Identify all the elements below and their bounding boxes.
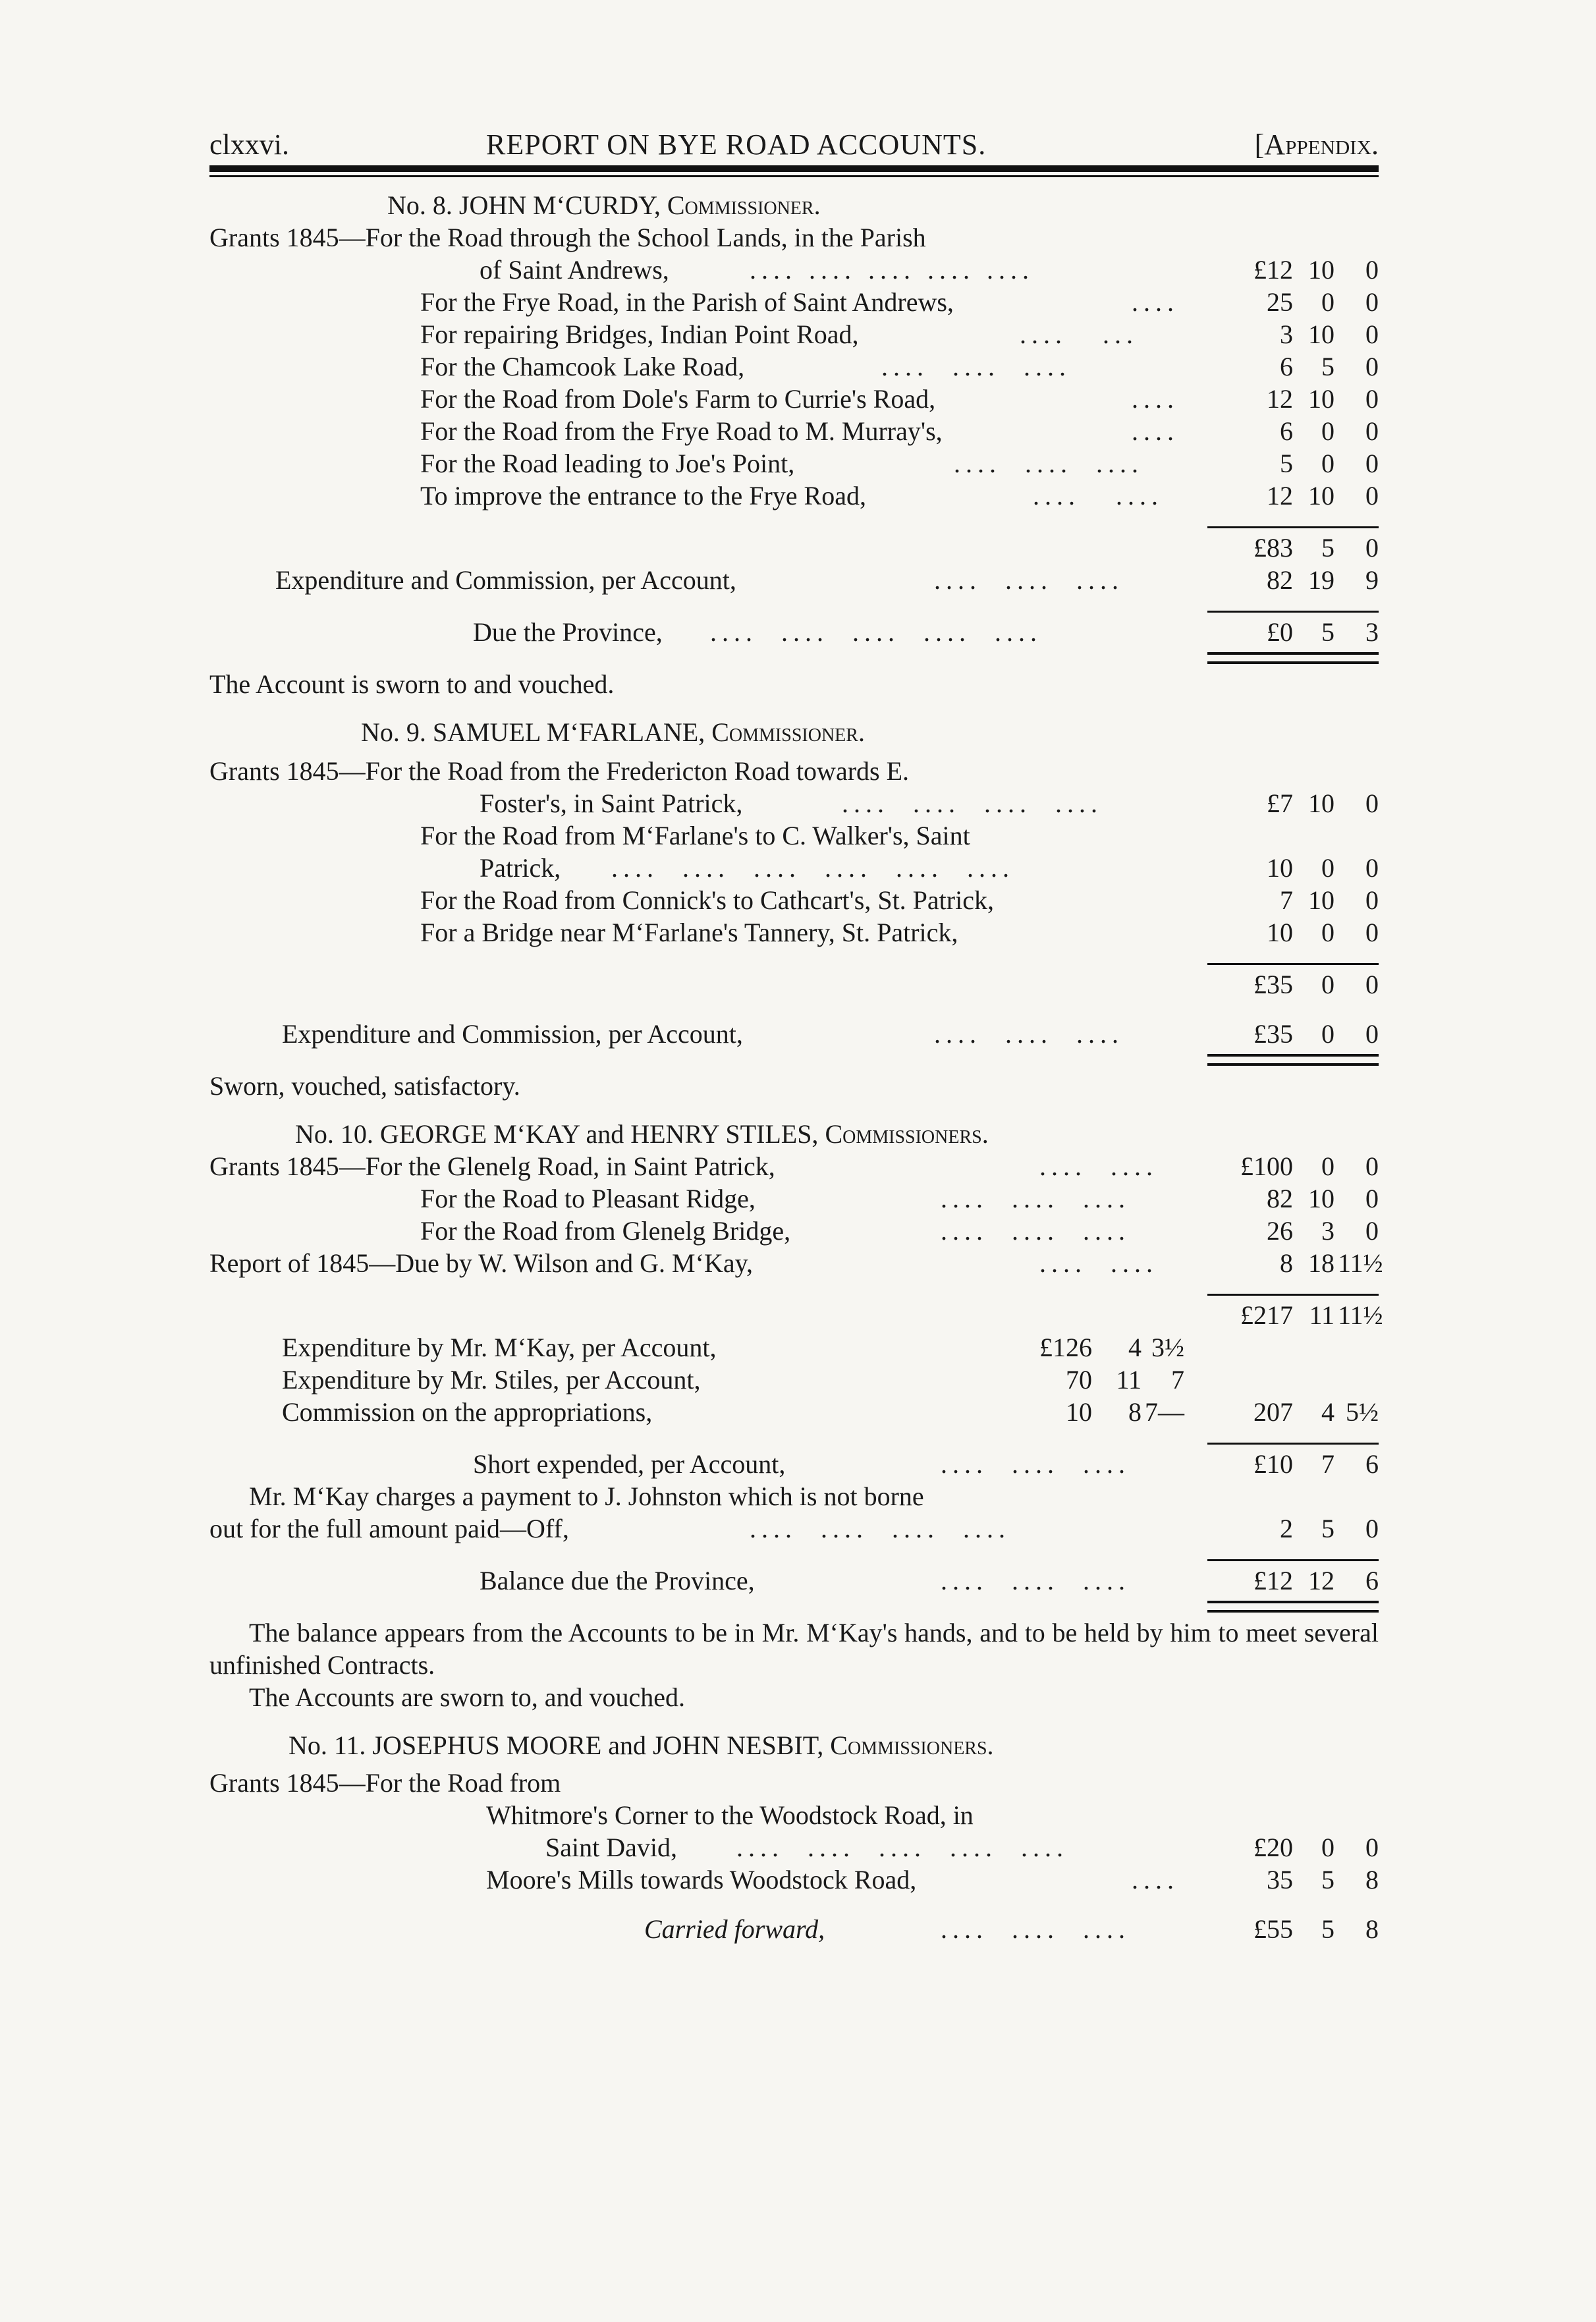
grant-line: Whitmore's Corner to the Woodstock Road, in [486,1800,974,1830]
expenditure-line: Expenditure by Mr. M‘Kay, per Account, £126 4 3½ [282,1333,1184,1362]
grant-line: Grants 1845—For the Glenelg Road, in Saint Patrick, .... .... £100 0 0 [209,1151,1379,1181]
total-line: £35 0 0 [1253,970,1379,999]
grant-line: Moore's Mills towards Woodstock Road, .... 35 5 8 [486,1865,1379,1894]
grant-line: Report of 1845—Due by W. Wilson and G. M‘Kay, .... .... 8 18 11½ [209,1248,1383,1278]
carried-forward-line: Carried forward, .... .... .... £55 5 8 [644,1914,1379,1944]
grant-line: For the Frye Road, in the Parish of Saint Andrews, .... 25 0 0 [420,287,1379,317]
grant-line: Patrick, .... .... .... .... .... .... 10 0 0 [480,853,1379,883]
grant-line: For the Road from Connick's to Cathcart's, St. Patrick, 7 10 0 [420,885,1379,915]
section-10-title: No. 10. GEORGE M‘KAY and HENRY STILES, Commissioners. [295,1119,989,1149]
grant-line: Grants 1845—For the Road through the School Lands, in the Parish [209,223,926,252]
section-note: The Accounts are sworn to, and vouched. [249,1682,686,1712]
grant-line: For the Road from the Frye Road to M. Murray's, .... 6 0 0 [420,416,1379,446]
section-11-title: No. 11. JOSEPHUS MOORE and JOHN NESBIT, Commissioners. [289,1730,994,1760]
balance-line: Balance due the Province, .... .... .... £12 12 6 [480,1566,1379,1595]
grant-line: For the Road leading to Joe's Point, .... .... .... 5 0 0 [420,449,1379,478]
expenditure-line: Expenditure and Commission, per Account, .... .... .... 82 19 9 [275,565,1379,595]
section-note: The Account is sworn to and vouched. [209,669,615,699]
header-rule-thin [209,175,1379,177]
grant-line: For the Road from Glenelg Bridge, .... .... .... 26 3 0 [420,1216,1379,1246]
page-number: clxxvi. [209,128,289,161]
section-note: Sworn, vouched, satisfactory. [209,1071,520,1101]
charge-line: out for the full amount paid—Off, .... .... .... .... 2 5 0 [209,1514,1379,1543]
document-page [209,122,1383,1945]
expenditure-line: Expenditure and Commission, per Account, .... .... .... £35 0 0 [282,1019,1379,1049]
grant-line: of Saint Andrews, .... .... .... .... .... £12 10 0 [480,255,1379,285]
grant-line: For a Bridge near M‘Farlane's Tannery, St. Patrick, 10 0 0 [420,918,1379,947]
appendix-label: [Appendix. [1254,128,1379,161]
grant-line: Grants 1845—For the Road from [209,1768,561,1798]
short-expended-line: Short expended, per Account, .... .... .... £10 7 6 [473,1449,1379,1479]
expenditure-line: Expenditure by Mr. Stiles, per Account, 70 11 7 [282,1365,1184,1395]
running-title: REPORT ON BYE ROAD ACCOUNTS. [486,128,987,161]
total-line: £83 5 0 [1253,533,1379,563]
grant-line: For the Road to Pleasant Ridge, .... .... .... 82 10 0 [420,1184,1379,1213]
header-rule-thick [209,165,1379,172]
grant-line: For the Road from M‘Farlane's to C. Walker's, Saint [420,821,970,850]
grant-line: For repairing Bridges, Indian Point Road, .... ... 3 10 0 [420,319,1379,349]
grant-line: Saint David, .... .... .... .... .... £20 0 0 [545,1833,1379,1862]
charge-line: Mr. M‘Kay charges a payment to J. Johnston which is not borne [249,1481,924,1511]
section-note: The balance appears from the Accounts to be in Mr. M‘Kay's hands, and to be held by him to meet several unfinished Contracts. [209,1618,1379,1680]
running-header [209,122,1379,161]
due-line: Due the Province, .... .... .... .... .... £0 5 3 [473,617,1379,647]
section-9-title: No. 9. SAMUEL M‘FARLANE, Commissioner. [361,717,865,747]
grant-line: For the Chamcook Lake Road, .... .... .... 6 5 0 [420,352,1379,381]
section-8-title: No. 8. JOHN M‘CURDY, Commissioner. [387,190,821,220]
grant-line: Grants 1845—For the Road from the Fredericton Road towards E. [209,756,910,786]
grant-line: For the Road from Dole's Farm to Currie's Road, .... 12 10 0 [420,384,1379,414]
total-line: £217 11 11½ [1240,1300,1383,1330]
grant-line: To improve the entrance to the Frye Road, .... .... 12 10 0 [420,481,1379,511]
grant-line: Foster's, in Saint Patrick, .... .... .... .... £7 10 0 [480,788,1379,818]
expenditure-line: Commission on the appropriations, 10 8 7— 207 4 5½ [282,1397,1379,1427]
